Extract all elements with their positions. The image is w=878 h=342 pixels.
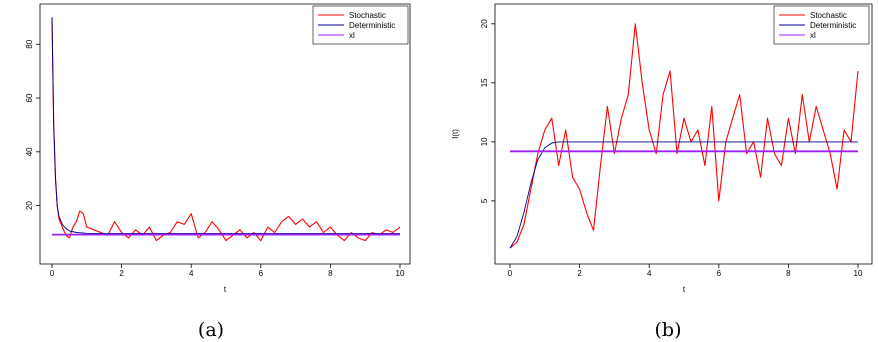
panel-a-series-deterministic: [52, 17, 400, 233]
panel-b-legend-label-xl: xl: [810, 31, 816, 40]
panel-a-x-ticks: [50, 264, 405, 278]
panel-a-x-tick-label-0: 0: [49, 269, 55, 278]
panel-b-x-tick-label-4: 4: [646, 269, 652, 278]
panel-a-x-tick-label-4: 4: [188, 269, 194, 278]
panel-b-legend: [774, 6, 869, 44]
panel-b-caption: (b): [654, 319, 682, 341]
panel-b-y-tick-label-15: 15: [480, 78, 489, 88]
panel-b-legend-label-deterministic: Deterministic: [810, 21, 857, 30]
panel-a-y-ticks: [25, 39, 40, 210]
panel-a-legend: [313, 6, 408, 44]
panel-a-x-tick-label-2: 2: [119, 269, 124, 278]
panel-a-y-tick-label-60: 60: [25, 93, 34, 103]
panel-b-series: [510, 24, 858, 248]
panel-a-x-tick-label-6: 6: [258, 269, 264, 278]
panel-b-y-tick-label-5: 5: [480, 198, 489, 204]
panel-a-x-label: t: [223, 285, 227, 294]
panel-a-y-tick-label-20: 20: [25, 201, 34, 211]
panel-b-x-tick-label-6: 6: [716, 269, 722, 278]
panel-b-y-label: I(t): [451, 129, 460, 139]
panel-b-series-deterministic: [510, 142, 858, 248]
panel-b-x-ticks: [508, 264, 863, 278]
panel-b-x-tick-label-10: 10: [853, 269, 863, 278]
panel-a-series-stochastic: [52, 17, 400, 240]
panel-a-x-tick-label-8: 8: [328, 269, 333, 278]
panel-a: [25, 4, 410, 341]
panel-b-x-tick-label-2: 2: [577, 269, 582, 278]
panel-b-x-tick-label-8: 8: [786, 269, 791, 278]
panel-b-x-label: t: [682, 285, 686, 294]
panel-b-y-ticks: [480, 19, 495, 203]
panel-a-legend-label-xl: xl: [349, 31, 355, 40]
panel-a-caption: (a): [197, 319, 225, 341]
panel-b-y-tick-label-10: 10: [480, 137, 489, 147]
panel-a-legend-label-stochastic: Stochastic: [349, 11, 386, 20]
panel-a-y-tick-label-80: 80: [25, 39, 34, 49]
panel-a-series: [52, 17, 400, 240]
panel-b-series-stochastic: [510, 24, 858, 248]
panel-a-y-tick-label-40: 40: [25, 147, 34, 157]
panel-a-legend-label-deterministic: Deterministic: [349, 21, 396, 30]
panel-b-legend-label-stochastic: Stochastic: [810, 11, 847, 20]
panel-a-x-tick-label-10: 10: [395, 269, 405, 278]
panel-b: [451, 4, 872, 341]
panel-b-x-tick-label-0: 0: [507, 269, 513, 278]
panel-b-y-tick-label-20: 20: [480, 19, 489, 29]
